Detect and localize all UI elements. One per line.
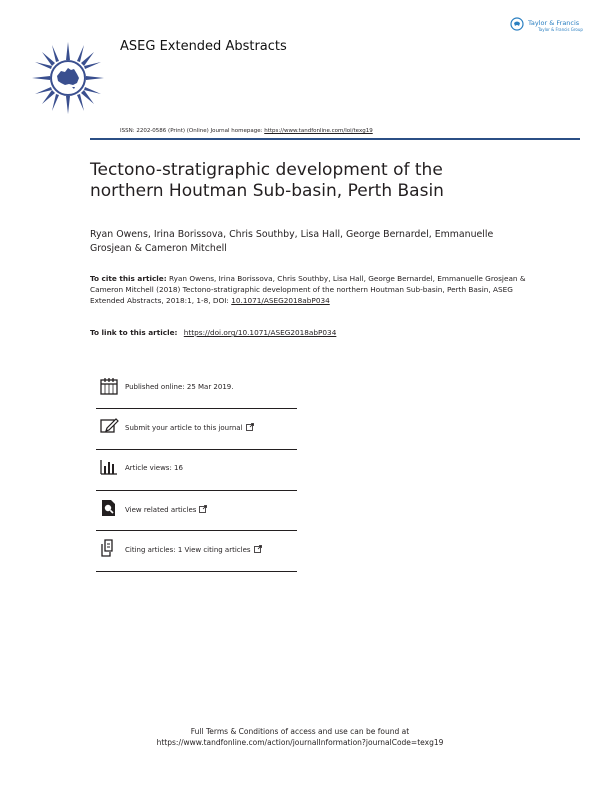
cite-text: Ryan Owens, Irina Borissova, Chris Southby, Lisa Hall, George Bernardel, Emmanuelle Grosjean & Cameron Mitchell (2018) Tectono-stratigraphic development of the northern Houtman Sub-basin, Perth Basin, ASEG Extended Abstracts, 2018:1, 1-8, DOI:	[90, 274, 526, 305]
external-link-icon	[199, 505, 207, 513]
article-authors: Ryan Owens, Irina Borissova, Chris Southby, Lisa Hall, George Bernardel, Emmanuelle Grosjean & Cameron Mitchell	[90, 229, 494, 254]
related-articles-item[interactable]	[96, 498, 296, 538]
edit-icon	[99, 416, 119, 436]
citing-articles-item[interactable]	[96, 538, 296, 578]
publisher-name: Taylor & Francis	[528, 19, 580, 27]
journal-homepage-link[interactable]: https://www.tandfonline.com/loi/texg19	[264, 128, 373, 134]
related-articles-label: View related articles	[125, 506, 197, 514]
publisher-icon	[510, 17, 524, 31]
published-date: Published online: 25 Mar 2019.	[125, 383, 234, 391]
external-link-icon	[246, 423, 254, 431]
article-link-line	[90, 328, 540, 337]
published-online-item	[96, 376, 296, 416]
journal-name[interactable]: ASEG Extended Abstracts	[120, 39, 287, 54]
bar-chart-icon	[99, 457, 119, 477]
citation-block	[90, 273, 540, 306]
info-divider	[96, 571, 297, 572]
submit-article-item[interactable]	[96, 416, 296, 456]
document-search-icon	[99, 498, 119, 518]
info-divider	[96, 530, 297, 531]
submit-article-link[interactable]	[125, 423, 254, 432]
info-divider	[96, 408, 297, 409]
citing-articles-label: Citing articles: 1 View citing articles	[125, 546, 251, 554]
cite-doi-link[interactable]: 10.1071/ASEG2018abP034	[231, 296, 330, 305]
calendar-icon	[99, 376, 119, 396]
footer-terms-link[interactable]: https://www.tandfonline.com/action/journalInformation?journalCode=texg19	[156, 738, 444, 747]
header-divider	[90, 138, 580, 140]
citing-articles-link[interactable]	[125, 545, 262, 554]
footer-line-1: Full Terms & Conditions of access and use can be found at	[190, 727, 410, 736]
cite-label: To cite this article:	[90, 274, 167, 283]
issn-line	[120, 128, 373, 134]
article-views-count: Article views: 16	[125, 464, 183, 472]
article-title: Tectono-stratigraphic development of the northern Houtman Sub-basin, Perth Basin	[90, 160, 444, 201]
external-link-icon	[254, 545, 262, 553]
article-doi-link[interactable]: https://doi.org/10.1071/ASEG2018abP034	[183, 328, 337, 337]
info-divider	[96, 449, 297, 450]
info-divider	[96, 490, 297, 491]
submit-article-label: Submit your article to this journal	[125, 424, 243, 432]
footer-terms	[0, 726, 600, 748]
publisher-subtitle: Taylor & Francis Group	[538, 27, 583, 32]
copy-documents-icon	[99, 538, 119, 558]
link-label: To link to this article:	[90, 328, 178, 337]
publisher-logo[interactable]	[510, 17, 584, 37]
related-articles-link[interactable]	[125, 505, 207, 514]
article-views-item	[96, 457, 296, 497]
issn-text: ISSN: 2202-0586 (Print) (Online) Journal homepage:	[120, 128, 263, 134]
aseg-logo-icon	[30, 40, 106, 116]
